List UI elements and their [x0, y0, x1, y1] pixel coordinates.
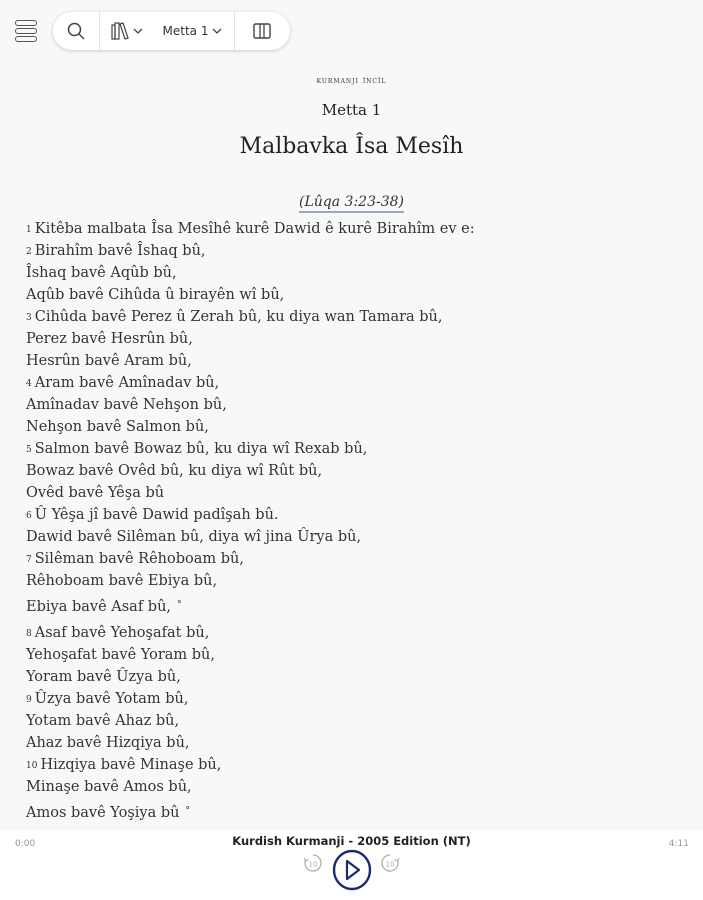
- text-line: [26, 350, 475, 372]
- verse-text: Amînadav bavê Nehşon bû,: [26, 397, 227, 413]
- verse-line: [26, 218, 475, 240]
- verse-text: Îshaq bavê Aqûb bû,: [26, 265, 177, 281]
- verse-line: [26, 438, 475, 460]
- verse-text: Silêman bavê Rêhoboam bû,: [34, 551, 244, 567]
- skip-back-button[interactable]: [302, 852, 324, 878]
- text-line: [26, 482, 475, 504]
- text-line: [26, 526, 475, 548]
- verse-text: Kitêba malbata Îsa Mesîhê kurê Dawid ê kurê Birahîm ev e:: [34, 221, 475, 237]
- text-line: [26, 802, 475, 824]
- text-line: [26, 732, 475, 754]
- text-line: [26, 710, 475, 732]
- footnote-marker[interactable]: °: [177, 600, 182, 610]
- audio-player: [0, 830, 703, 900]
- verse-text: Cihûda bavê Perez û Zerah bû, ku diya wan Tamara bû,: [34, 309, 443, 325]
- menu-button[interactable]: [15, 20, 37, 44]
- verse-text: Ûzya bavê Yotam bû,: [34, 691, 189, 707]
- chevron-down-icon: [211, 27, 223, 35]
- svg-text:10: 10: [385, 860, 395, 869]
- verse-text: Hesrûn bavê Aram bû,: [26, 353, 192, 369]
- text-line: [26, 776, 475, 798]
- verse-number: 8: [26, 629, 32, 639]
- footnote-marker[interactable]: °: [185, 806, 190, 816]
- bible-version-name: kurmanji încîl: [316, 76, 387, 86]
- elapsed-time: 0:00: [15, 839, 36, 849]
- verse-text: Yotam bavê Ahaz bû,: [26, 713, 180, 729]
- verse-text: Amos bavê Yoşiya bû: [26, 805, 180, 821]
- verse-text: Nehşon bavê Salmon bû,: [26, 419, 209, 435]
- svg-text:10: 10: [308, 860, 318, 869]
- text-line: [26, 596, 475, 618]
- verse-line: [26, 548, 475, 570]
- verse-number: 4: [26, 379, 32, 389]
- verse-line: [26, 306, 475, 328]
- chapter-text: [26, 218, 475, 824]
- verse-line: [26, 240, 475, 262]
- audio-title: Kurdish Kurmanji - 2005 Edition (NT): [232, 834, 471, 848]
- verse-text: Perez bavê Hesrûn bû,: [26, 331, 193, 347]
- chapter-label: Metta 1: [321, 101, 382, 119]
- play-icon: [331, 849, 373, 891]
- text-line: [26, 666, 475, 688]
- text-line: [26, 570, 475, 592]
- search-button[interactable]: [53, 12, 99, 50]
- verse-number: 6: [26, 511, 32, 521]
- rewind-10-icon: [302, 852, 324, 874]
- text-line: [26, 394, 475, 416]
- columns-icon: [252, 22, 272, 40]
- verse-text: Hizqiya bavê Minaşe bû,: [40, 757, 222, 773]
- verse-number: 1: [26, 225, 32, 235]
- search-icon: [66, 21, 86, 41]
- text-line: [26, 328, 475, 350]
- verse-text: Dawid bavê Silêman bû, diya wî jina Ûrya bû,: [26, 529, 362, 545]
- verse-text: Minaşe bavê Amos bû,: [26, 779, 192, 795]
- duration: 4:11: [668, 839, 689, 849]
- verse-line: [26, 504, 475, 526]
- verse-text: Aram bavê Amînadav bû,: [34, 375, 220, 391]
- verse-text: Birahîm bavê Îshaq bû,: [34, 243, 206, 259]
- verse-text: Bowaz bavê Ovêd bû, ku diya wî Rût bû,: [26, 463, 323, 479]
- verse-line: [26, 688, 475, 710]
- verse-number: 3: [26, 313, 32, 323]
- verse-text: Yoram bavê Ûzya bû,: [26, 669, 181, 685]
- text-line: [26, 262, 475, 284]
- verse-number: 7: [26, 555, 32, 565]
- verse-text: Rêhoboam bavê Ebiya bû,: [26, 573, 218, 589]
- verse-line: [26, 622, 475, 644]
- reader-toolbar: [53, 12, 290, 50]
- library-button[interactable]: [100, 12, 152, 50]
- section-heading: Malbavka Îsa Mesîh: [239, 134, 464, 159]
- chapter-selector[interactable]: [152, 12, 234, 50]
- text-line: [26, 644, 475, 666]
- verse-text: Yehoşafat bavê Yoram bû,: [26, 647, 216, 663]
- chevron-down-icon: [133, 27, 143, 35]
- menu-icon: [15, 20, 37, 26]
- verse-number: 9: [26, 695, 32, 705]
- verse-text: Ebiya bavê Asaf bû,: [26, 599, 172, 615]
- verse-text: Ahaz bavê Hizqiya bû,: [26, 735, 190, 751]
- cross-reference-link[interactable]: (Lûqa 3:23-38): [299, 194, 404, 213]
- verse-line: [26, 372, 475, 394]
- library-icon: [109, 21, 133, 41]
- text-line: [26, 416, 475, 438]
- skip-forward-button[interactable]: [379, 852, 401, 878]
- text-line: [26, 460, 475, 482]
- verse-number: 2: [26, 247, 32, 257]
- verse-number: 10: [26, 761, 38, 771]
- verse-line: [26, 754, 475, 776]
- text-line: [26, 284, 475, 306]
- verse-text: Asaf bavê Yehoşafat bû,: [34, 625, 210, 641]
- play-button[interactable]: [331, 849, 373, 895]
- verse-number: 5: [26, 445, 32, 455]
- verse-text: Ovêd bavê Yêşa bû: [26, 485, 165, 501]
- verse-text: Û Yêşa jî bavê Dawid padîşah bû.: [34, 507, 279, 523]
- parallel-view-button[interactable]: [235, 12, 289, 50]
- verse-text: Salmon bavê Bowaz bû, ku diya wî Rexab bû,: [34, 441, 368, 457]
- chapter-selector-label: Metta 1: [162, 24, 209, 38]
- forward-10-icon: [379, 852, 401, 874]
- verse-text: Aqûb bavê Cihûda û birayên wî bû,: [26, 287, 285, 303]
